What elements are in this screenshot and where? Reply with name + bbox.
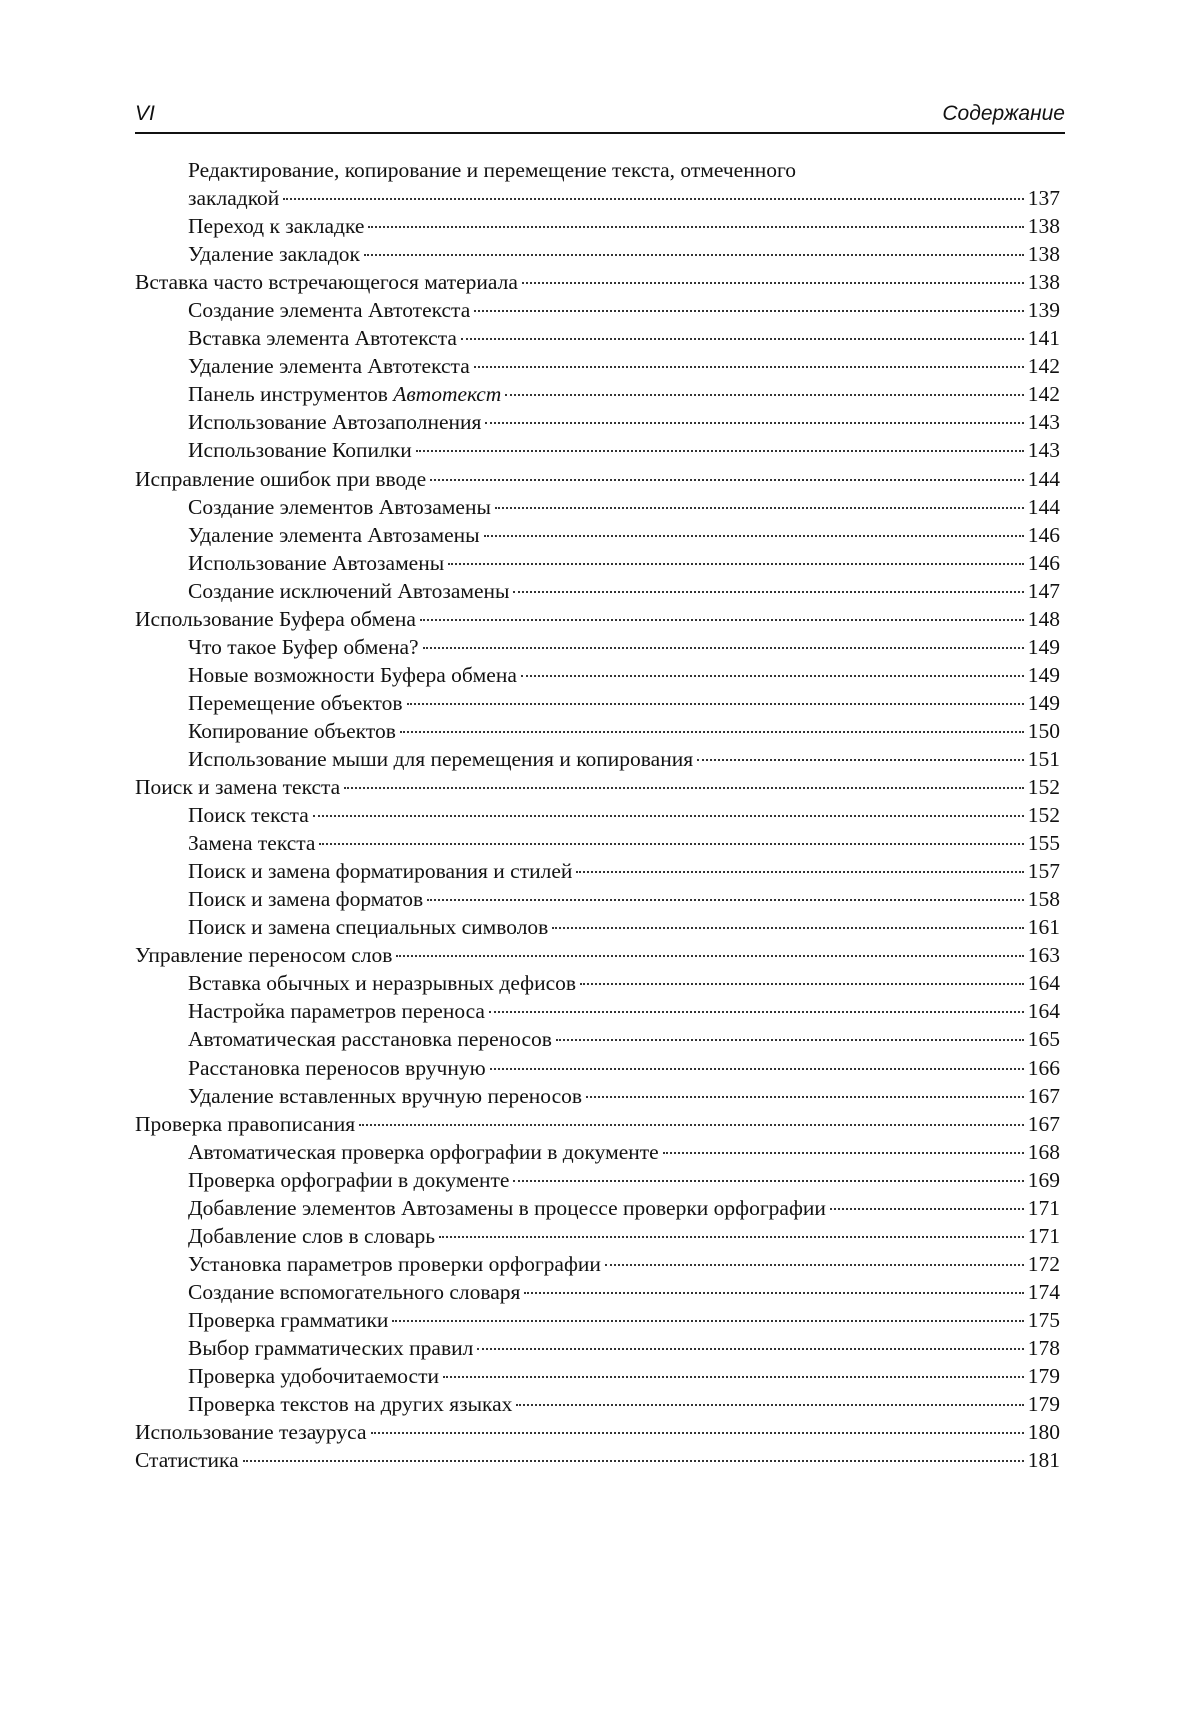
toc-section-entry (135, 1418, 1060, 1446)
toc-entry-title (188, 829, 315, 857)
toc-entry-title-text: Управление переносом слов (135, 943, 393, 968)
toc-dot-leader (830, 1208, 1024, 1210)
toc-entry-title (188, 1390, 512, 1418)
toc-entry-title (188, 689, 403, 717)
toc-entry-title-text: Переход к закладке (188, 214, 365, 239)
toc-subsection-entry (135, 521, 1060, 549)
toc-entry-title-text: Панель инструментов (188, 382, 394, 407)
toc-entry-title-text: Удаление вставленных вручную переносов (188, 1083, 583, 1108)
toc-entry-title (188, 324, 457, 352)
toc-section-entry (135, 1110, 1060, 1138)
toc-subsection-entry (135, 380, 1060, 408)
toc-entry-title-text: Копирование объектов (188, 718, 396, 743)
toc-dot-leader (407, 703, 1024, 705)
toc-subsection-entry (135, 156, 1060, 184)
toc-entry-title-text: Поиск и замена специальных символов (188, 915, 549, 940)
toc-entry-title-text: Поиск и замена форматов (188, 887, 424, 912)
toc-subsection-entry (135, 1278, 1060, 1306)
toc-entry-title-text: Установка параметров проверки орфографии (188, 1251, 601, 1276)
toc-dot-leader (396, 955, 1023, 957)
toc-page-number: 164 (1027, 971, 1060, 996)
toc-dot-leader (477, 1348, 1023, 1350)
toc-page-number: 158 (1027, 887, 1060, 912)
toc-dot-leader (420, 619, 1024, 621)
toc-entry-title-text: закладкой (188, 186, 280, 211)
toc-entry-title (188, 577, 509, 605)
toc-subsection-entry (135, 633, 1060, 661)
toc-page-number: 157 (1027, 859, 1060, 884)
toc-page-number: 171 (1027, 1195, 1060, 1220)
toc-subsection-entry (135, 829, 1060, 857)
toc-page-number: 149 (1027, 690, 1060, 715)
toc-subsection-entry (135, 408, 1060, 436)
toc-page-number: 149 (1027, 634, 1060, 659)
toc-page-number: 141 (1027, 326, 1060, 351)
toc-entry-title (188, 1362, 439, 1390)
toc-entry-title (188, 801, 309, 829)
toc-section-entry (135, 1446, 1060, 1474)
toc-entry-title (188, 436, 412, 464)
toc-entry-title (135, 773, 340, 801)
toc-entry-title-text: Создание элемента Автотекста (188, 298, 471, 323)
toc-entry-title (188, 717, 396, 745)
toc-entry-title-text: Новые возможности Буфера обмена (188, 662, 517, 687)
toc-dot-leader (495, 507, 1024, 509)
toc-dot-leader (313, 815, 1024, 817)
toc-page-number: 147 (1027, 578, 1060, 603)
toc-page-number: 142 (1027, 354, 1060, 379)
toc-section-entry (135, 605, 1060, 633)
toc-dot-leader (489, 1011, 1024, 1013)
toc-page-number: 163 (1027, 943, 1060, 968)
toc-entry-title (135, 941, 392, 969)
toc-entry-title (135, 1418, 367, 1446)
toc-page-number: 174 (1027, 1279, 1060, 1304)
toc-entry-title (188, 1222, 435, 1250)
toc-dot-leader (697, 759, 1024, 761)
toc-subsection-entry (135, 857, 1060, 885)
toc-page-number: 172 (1027, 1251, 1060, 1276)
toc-entry-title (188, 633, 419, 661)
toc-subsection-entry (135, 745, 1060, 773)
toc-dot-leader (556, 1039, 1024, 1041)
toc-entry-title (188, 1025, 552, 1053)
toc-entry-title (188, 1334, 473, 1362)
toc-dot-leader (484, 535, 1024, 537)
toc-page-number: 143 (1027, 438, 1060, 463)
toc-page-number: 138 (1027, 214, 1060, 239)
toc-page-number: 180 (1027, 1420, 1060, 1445)
toc-dot-leader (423, 647, 1024, 649)
toc-page-number: 144 (1027, 494, 1060, 519)
toc-dot-leader (663, 1152, 1024, 1154)
toc-entry-title (188, 969, 576, 997)
toc-page-number: 167 (1027, 1083, 1060, 1108)
toc-entry-title-text: Проверка удобочитаемости (188, 1364, 439, 1389)
toc-page-number: 149 (1027, 662, 1060, 687)
toc-page-number: 171 (1027, 1223, 1060, 1248)
toc-page-number: 178 (1027, 1335, 1060, 1360)
toc-dot-leader (439, 1236, 1024, 1238)
toc-dot-leader (605, 1264, 1024, 1266)
toc-subsection-entry (135, 1222, 1060, 1250)
toc-page-number: 152 (1027, 803, 1060, 828)
toc-subsection-entry (135, 549, 1060, 577)
toc-page-number: 165 (1027, 1027, 1060, 1052)
toc-page-number: 164 (1027, 999, 1060, 1024)
toc-page-number: 166 (1027, 1055, 1060, 1080)
toc-dot-leader (552, 927, 1023, 929)
toc-dot-leader (586, 1096, 1024, 1098)
toc-dot-leader (430, 479, 1024, 481)
toc-entry-title-text: Расстановка переносов вручную (188, 1055, 486, 1080)
toc-page-number: 152 (1027, 775, 1060, 800)
toc-dot-leader (522, 282, 1024, 284)
page-header (135, 98, 1065, 134)
toc-dot-leader (319, 843, 1023, 845)
toc-entry-title-text: Исправление ошибок при вводе (135, 466, 427, 491)
toc-entry-title-text: Статистика (135, 1448, 239, 1473)
toc-subsection-entry (135, 661, 1060, 689)
toc-entry-title-text: Вставка часто встречающегося материала (135, 270, 518, 295)
table-of-contents (135, 156, 1060, 1474)
toc-entry-title (188, 212, 364, 240)
toc-section-entry (135, 268, 1060, 296)
toc-entry-title-text: Использование Автозаполнения (188, 410, 482, 435)
toc-subsection-entry (135, 689, 1060, 717)
toc-dot-leader (243, 1460, 1024, 1462)
toc-entry-title (188, 240, 360, 268)
toc-page-number: 143 (1027, 410, 1060, 435)
toc-page-number: 146 (1027, 522, 1060, 547)
toc-subsection-entry (135, 184, 1060, 212)
toc-subsection-entry (135, 1082, 1060, 1110)
toc-entry-title (188, 1306, 388, 1334)
toc-entry-title (135, 465, 426, 493)
toc-dot-leader (368, 226, 1023, 228)
toc-dot-leader (443, 1376, 1024, 1378)
toc-dot-leader (516, 1404, 1023, 1406)
toc-page-number: 138 (1027, 242, 1060, 267)
toc-entry-title (135, 268, 518, 296)
toc-dot-leader (474, 310, 1023, 312)
toc-dot-leader (576, 871, 1023, 873)
toc-subsection-entry (135, 801, 1060, 829)
toc-entry-title-text: Редактирование, копирование и перемещение текста, отмеченного (188, 158, 797, 182)
toc-page-number: 142 (1027, 382, 1060, 407)
toc-entry-title (188, 1278, 520, 1306)
toc-subsection-entry (135, 997, 1060, 1025)
toc-entry-title (188, 1250, 601, 1278)
toc-entry-title-text: Вставка элемента Автотекста (188, 326, 457, 351)
toc-dot-leader (283, 198, 1023, 200)
toc-page-number: 168 (1027, 1139, 1060, 1164)
toc-subsection-entry (135, 1250, 1060, 1278)
toc-entry-title-text: Удаление элемента Автозамены (188, 522, 480, 547)
toc-page-number: 179 (1027, 1392, 1060, 1417)
toc-subsection-entry (135, 1194, 1060, 1222)
toc-dot-leader (344, 787, 1024, 789)
toc-dot-leader (448, 563, 1024, 565)
toc-subsection-entry (135, 913, 1060, 941)
toc-subsection-entry (135, 1054, 1060, 1082)
toc-entry-title (188, 857, 572, 885)
toc-entry-title (188, 521, 480, 549)
toc-entry-title (188, 1054, 486, 1082)
toc-dot-leader (427, 899, 1024, 901)
toc-entry-title-text: Проверка правописания (135, 1111, 356, 1136)
toc-entry-title-text: Замена текста (188, 831, 316, 856)
toc-page-number: 169 (1027, 1167, 1060, 1192)
toc-subsection-entry (135, 1334, 1060, 1362)
toc-entry-title (188, 296, 470, 324)
toc-entry-title (188, 1082, 582, 1110)
toc-entry-title-italic: Автотекст (393, 382, 502, 407)
toc-subsection-entry (135, 1390, 1060, 1418)
toc-entry-title-text: Поиск и замена текста (135, 775, 341, 800)
toc-page-number: 167 (1027, 1111, 1060, 1136)
toc-subsection-entry (135, 717, 1060, 745)
page-number-roman: VI (135, 102, 155, 125)
toc-entry-title-text: Добавление слов в словарь (188, 1223, 436, 1248)
toc-subsection-entry (135, 1306, 1060, 1334)
toc-section-entry (135, 465, 1060, 493)
toc-subsection-entry (135, 1362, 1060, 1390)
toc-section-entry (135, 941, 1060, 969)
toc-dot-leader (474, 366, 1024, 368)
toc-entry-title-text: Что такое Буфер обмена? (188, 634, 419, 659)
toc-entry-title (188, 997, 485, 1025)
toc-entry-title (135, 1446, 239, 1474)
toc-entry-title (188, 380, 501, 408)
toc-entry-title (188, 885, 423, 913)
toc-dot-leader (521, 675, 1024, 677)
toc-entry-title-text: Перемещение объектов (188, 690, 403, 715)
toc-page-number: 150 (1027, 718, 1060, 743)
toc-entry-title (188, 1194, 826, 1222)
toc-entry-title (188, 493, 491, 521)
toc-entry-title (188, 745, 693, 773)
toc-entry-title (188, 913, 548, 941)
toc-page-number: 139 (1027, 298, 1060, 323)
toc-entry-title-text: Проверка текстов на других языках (188, 1392, 513, 1417)
toc-dot-leader (400, 731, 1024, 733)
toc-subsection-entry (135, 1166, 1060, 1194)
running-head: Содержание (942, 102, 1065, 125)
toc-entry-title (188, 156, 796, 184)
toc-entry-title-text: Использование тезауруса (135, 1420, 367, 1445)
toc-page-number: 146 (1027, 550, 1060, 575)
toc-page-number: 144 (1027, 466, 1060, 491)
toc-page-number: 137 (1027, 186, 1060, 211)
toc-entry-title (188, 408, 481, 436)
toc-page-number: 179 (1027, 1364, 1060, 1389)
toc-subsection-entry (135, 212, 1060, 240)
toc-entry-title-text: Поиск и замена форматирования и стилей (188, 859, 573, 884)
toc-entry-title-text: Автоматическая расстановка переносов (188, 1027, 552, 1052)
toc-subsection-entry (135, 296, 1060, 324)
toc-subsection-entry (135, 1138, 1060, 1166)
toc-entry-title-text: Проверка орфографии в документе (188, 1167, 510, 1192)
toc-dot-leader (485, 422, 1023, 424)
toc-dot-leader (461, 338, 1024, 340)
toc-subsection-entry (135, 885, 1060, 913)
toc-dot-leader (524, 1292, 1023, 1294)
toc-dot-leader (490, 1068, 1024, 1070)
toc-subsection-entry (135, 1025, 1060, 1053)
toc-entry-title (188, 661, 517, 689)
toc-dot-leader (364, 254, 1024, 256)
toc-dot-leader (392, 1320, 1023, 1322)
toc-entry-title-text: Удаление закладок (188, 242, 360, 267)
toc-entry-title-text: Поиск текста (188, 803, 309, 828)
toc-entry-title (188, 1166, 509, 1194)
toc-entry-title-text: Настройка параметров переноса (188, 999, 485, 1024)
toc-entry-title-text: Использование Автозамены (188, 550, 445, 575)
toc-subsection-entry (135, 240, 1060, 268)
toc-dot-leader (359, 1124, 1024, 1126)
toc-subsection-entry (135, 324, 1060, 352)
toc-dot-leader (505, 394, 1023, 396)
toc-entry-title-text: Использование Буфера обмена (135, 606, 416, 631)
toc-page-number: 175 (1027, 1307, 1060, 1332)
toc-page-number: 155 (1027, 831, 1060, 856)
toc-entry-title-text: Добавление элементов Автозамены в процессе проверки орфографии (188, 1195, 826, 1220)
toc-entry-title (135, 1110, 355, 1138)
toc-entry-title (135, 605, 416, 633)
toc-subsection-entry (135, 969, 1060, 997)
toc-entry-title-text: Создание вспомогательного словаря (188, 1279, 521, 1304)
toc-page-number: 148 (1027, 606, 1060, 631)
toc-subsection-entry (135, 352, 1060, 380)
toc-entry-title-text: Автоматическая проверка орфографии в документе (188, 1139, 659, 1164)
toc-dot-leader (580, 983, 1024, 985)
toc-entry-title-text: Использование Копилки (188, 438, 412, 463)
toc-page-number: 161 (1027, 915, 1060, 940)
toc-entry-title (188, 352, 470, 380)
toc-entry-title-text: Удаление элемента Автотекста (188, 354, 470, 379)
toc-entry-title-text: Вставка обычных и неразрывных дефисов (188, 971, 577, 996)
toc-entry-title-text: Выбор грамматических правил (188, 1335, 474, 1360)
toc-entry-title-text: Проверка грамматики (188, 1307, 389, 1332)
toc-dot-leader (513, 1180, 1023, 1182)
toc-entry-title (188, 1138, 659, 1166)
toc-entry-title-text: Использование мыши для перемещения и копирования (188, 746, 694, 771)
toc-dot-leader (513, 591, 1023, 593)
toc-subsection-entry (135, 493, 1060, 521)
toc-section-entry (135, 773, 1060, 801)
toc-page-number: 151 (1027, 746, 1060, 771)
toc-entry-title (188, 549, 444, 577)
toc-page-number: 138 (1027, 270, 1060, 295)
toc-subsection-entry (135, 436, 1060, 464)
toc-subsection-entry (135, 577, 1060, 605)
toc-entry-title-text: Создание элементов Автозамены (188, 494, 491, 519)
toc-entry-title (188, 184, 279, 212)
toc-page-number: 181 (1027, 1448, 1060, 1473)
toc-dot-leader (371, 1432, 1024, 1434)
toc-dot-leader (416, 450, 1024, 452)
toc-entry-title-text: Создание исключений Автозамены (188, 578, 510, 603)
